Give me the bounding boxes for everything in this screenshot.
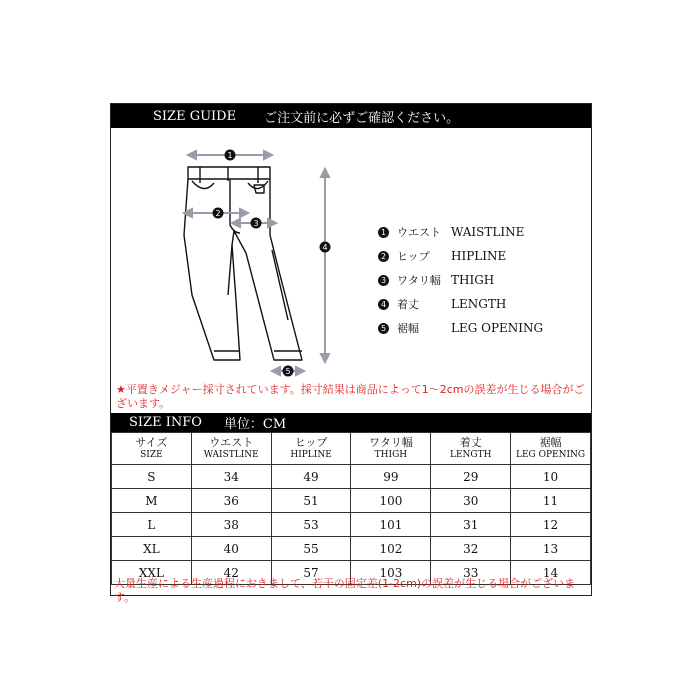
legend-label-jp: ワタリ幅: [397, 274, 441, 287]
cell-hip: 57: [271, 561, 351, 585]
size-info-title: SIZE INFO: [129, 415, 202, 430]
size-guide-bar: [111, 104, 591, 128]
number-badge-icon: 1: [378, 227, 389, 238]
cell-waist: 34: [191, 465, 271, 489]
cell-thigh: 99: [351, 465, 431, 489]
cell-size: XL: [112, 537, 192, 561]
table-row: [112, 513, 591, 537]
marker-4: 4: [322, 243, 328, 252]
number-badge-icon: 3: [378, 275, 389, 286]
cell-leg-opening: 13: [511, 537, 591, 561]
header-hip: ヒップ HIPLINE: [271, 433, 351, 465]
legend-label-jp: ヒップ: [397, 250, 430, 263]
cell-length: 30: [431, 489, 511, 513]
legend-label-en: LEG OPENING: [451, 321, 544, 335]
header-leg-opening: 裾幅 LEG OPENING: [511, 433, 591, 465]
legend-label-jp: 裾幅: [397, 322, 419, 335]
cell-leg-opening: 14: [511, 561, 591, 585]
cell-length: 31: [431, 513, 511, 537]
size-guide-title: SIZE GUIDE: [153, 108, 237, 124]
cell-length: 33: [431, 561, 511, 585]
cell-leg-opening: 12: [511, 513, 591, 537]
marker-1: 1: [227, 151, 233, 160]
legend-label-en: HIPLINE: [451, 249, 507, 263]
legend-item-thigh: [378, 268, 543, 292]
legend-item-length: [378, 292, 543, 316]
cell-hip: 51: [271, 489, 351, 513]
cell-size: XXL: [112, 561, 192, 585]
marker-5: 5: [285, 367, 291, 376]
cell-thigh: 102: [351, 537, 431, 561]
size-table: [111, 432, 591, 585]
legend-label-en: LENGTH: [451, 297, 507, 311]
cell-waist: 42: [191, 561, 271, 585]
cell-hip: 53: [271, 513, 351, 537]
pants-diagram: [170, 135, 370, 380]
number-badge-icon: 4: [378, 299, 389, 310]
legend-label-en: THIGH: [451, 273, 495, 287]
marker-3: 3: [253, 219, 259, 228]
tolerance-note: 大量生産による生産過程におきまして、若干の固定差(1-2cm)の誤差が生じる場合がございます。: [114, 577, 576, 604]
cell-size: M: [112, 489, 192, 513]
marker-2: 2: [215, 209, 221, 218]
table-row: [112, 465, 591, 489]
legend-label-jp: ウエスト: [397, 226, 441, 239]
cell-length: 29: [431, 465, 511, 489]
legend-item-leg-opening: [378, 316, 543, 340]
size-info-bar: [111, 413, 591, 432]
cell-size: L: [112, 513, 192, 537]
legend-item-hip: [378, 244, 543, 268]
cell-leg-opening: 11: [511, 489, 591, 513]
cell-waist: 36: [191, 489, 271, 513]
cell-hip: 55: [271, 537, 351, 561]
header-waist: ウエスト WAISTLINE: [191, 433, 271, 465]
table-row: [112, 537, 591, 561]
cell-waist: 38: [191, 513, 271, 537]
header-size: サイズ SIZE: [112, 433, 192, 465]
number-badge-icon: 2: [378, 251, 389, 262]
measurement-note: ★平置きメジャー採寸されています。採寸結果は商品によって1〜2cmの誤差が生じる場合がございます。: [116, 383, 585, 410]
number-badge-icon: 5: [378, 323, 389, 334]
measurement-legend: [378, 220, 543, 340]
size-guide-subtitle: ご注文前に必ずご確認ください。: [264, 110, 460, 126]
legend-item-waist: [378, 220, 543, 244]
cell-thigh: 103: [351, 561, 431, 585]
cell-size: S: [112, 465, 192, 489]
header-length: 着丈 LENGTH: [431, 433, 511, 465]
table-header-row: [112, 433, 591, 465]
legend-label-jp: 着丈: [397, 298, 419, 311]
header-thigh: ワタリ幅 THIGH: [351, 433, 431, 465]
cell-waist: 40: [191, 537, 271, 561]
cell-thigh: 100: [351, 489, 431, 513]
table-row: [112, 489, 591, 513]
cell-length: 32: [431, 537, 511, 561]
unit-label: 単位：CM: [223, 417, 287, 432]
legend-label-en: WAISTLINE: [451, 225, 525, 239]
cell-thigh: 101: [351, 513, 431, 537]
cell-hip: 49: [271, 465, 351, 489]
cell-leg-opening: 10: [511, 465, 591, 489]
